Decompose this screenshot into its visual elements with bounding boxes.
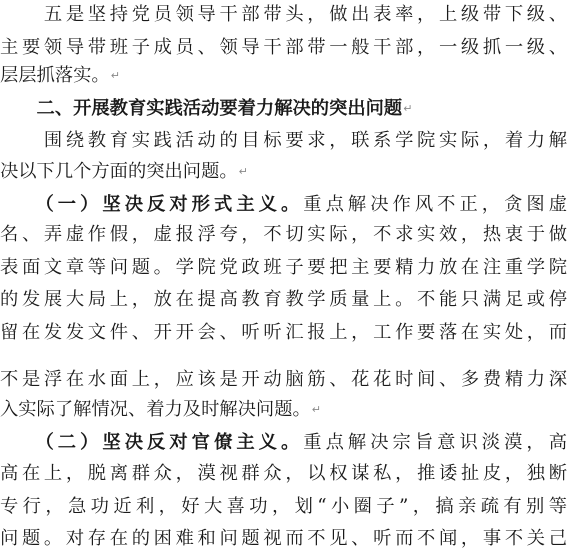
text-line-13: 入实际了解情况、着力及时解决问题。↵ xyxy=(0,399,321,420)
text-line-15: 高在上，脱离群众，漠视群众，以权谋私，推诿扯皮，独断 xyxy=(0,463,567,484)
text-line-8: 名、弄虚作假，虚报浮夸，不切实际，不求实效，热衷于做 xyxy=(0,224,567,245)
section-heading: 二、开展教育实践活动要着力解决的突出问题↵ xyxy=(0,98,413,119)
text-line-9: 表面文章等问题。学院党政班子要把主要精力放在注重学院 xyxy=(0,257,567,278)
text-line-5: 围绕教育实践活动的目标要求，联系学院实际，着力解 xyxy=(0,130,567,151)
paragraph-mark-icon: ↵ xyxy=(311,403,321,416)
subheading-bureaucracy: （二）坚决反对官僚主义。 xyxy=(0,432,304,453)
subheading-formalism: （一）坚决反对形式主义。 xyxy=(0,194,304,215)
text-line-11: 留在发发文件、开开会、听听汇报上，工作要落在实处，而 xyxy=(0,322,567,343)
text-line-1: 五是坚持党员领导干部带头，做出表率，上级带下级、 xyxy=(0,4,567,25)
text-line-12: 不是浮在水面上，应该是开动脑筋、花花时间、多费精力深 xyxy=(0,369,567,390)
text-line-6: 决以下几个方面的突出问题。↵ xyxy=(0,161,248,182)
text-line-7: （一）坚决反对形式主义。重点解决作风不正，贪图虚 xyxy=(0,194,567,215)
paragraph-mark-icon: ↵ xyxy=(238,165,248,178)
paragraph-mark-icon: ↵ xyxy=(110,69,120,82)
text-line-16: 专行，急功近利，好大喜功，划“小圈子”，搞亲疏有别等 xyxy=(0,496,567,517)
text-line-10: 的发展大局上，放在提高教育教学质量上。不能只满足或停 xyxy=(0,289,567,310)
text-line-17: 问题。对存在的困难和问题视而不见、听而不闻，事不关己 xyxy=(0,528,567,549)
text-line-3: 层层抓落实。↵ xyxy=(0,65,120,86)
paragraph-mark-icon: ↵ xyxy=(403,102,413,115)
text-line-14: （二）坚决反对官僚主义。重点解决宗旨意识淡漠，高 xyxy=(0,432,567,453)
text-line-2: 主要领导带班子成员、领导干部带一般干部，一级抓一级、 xyxy=(0,37,567,58)
